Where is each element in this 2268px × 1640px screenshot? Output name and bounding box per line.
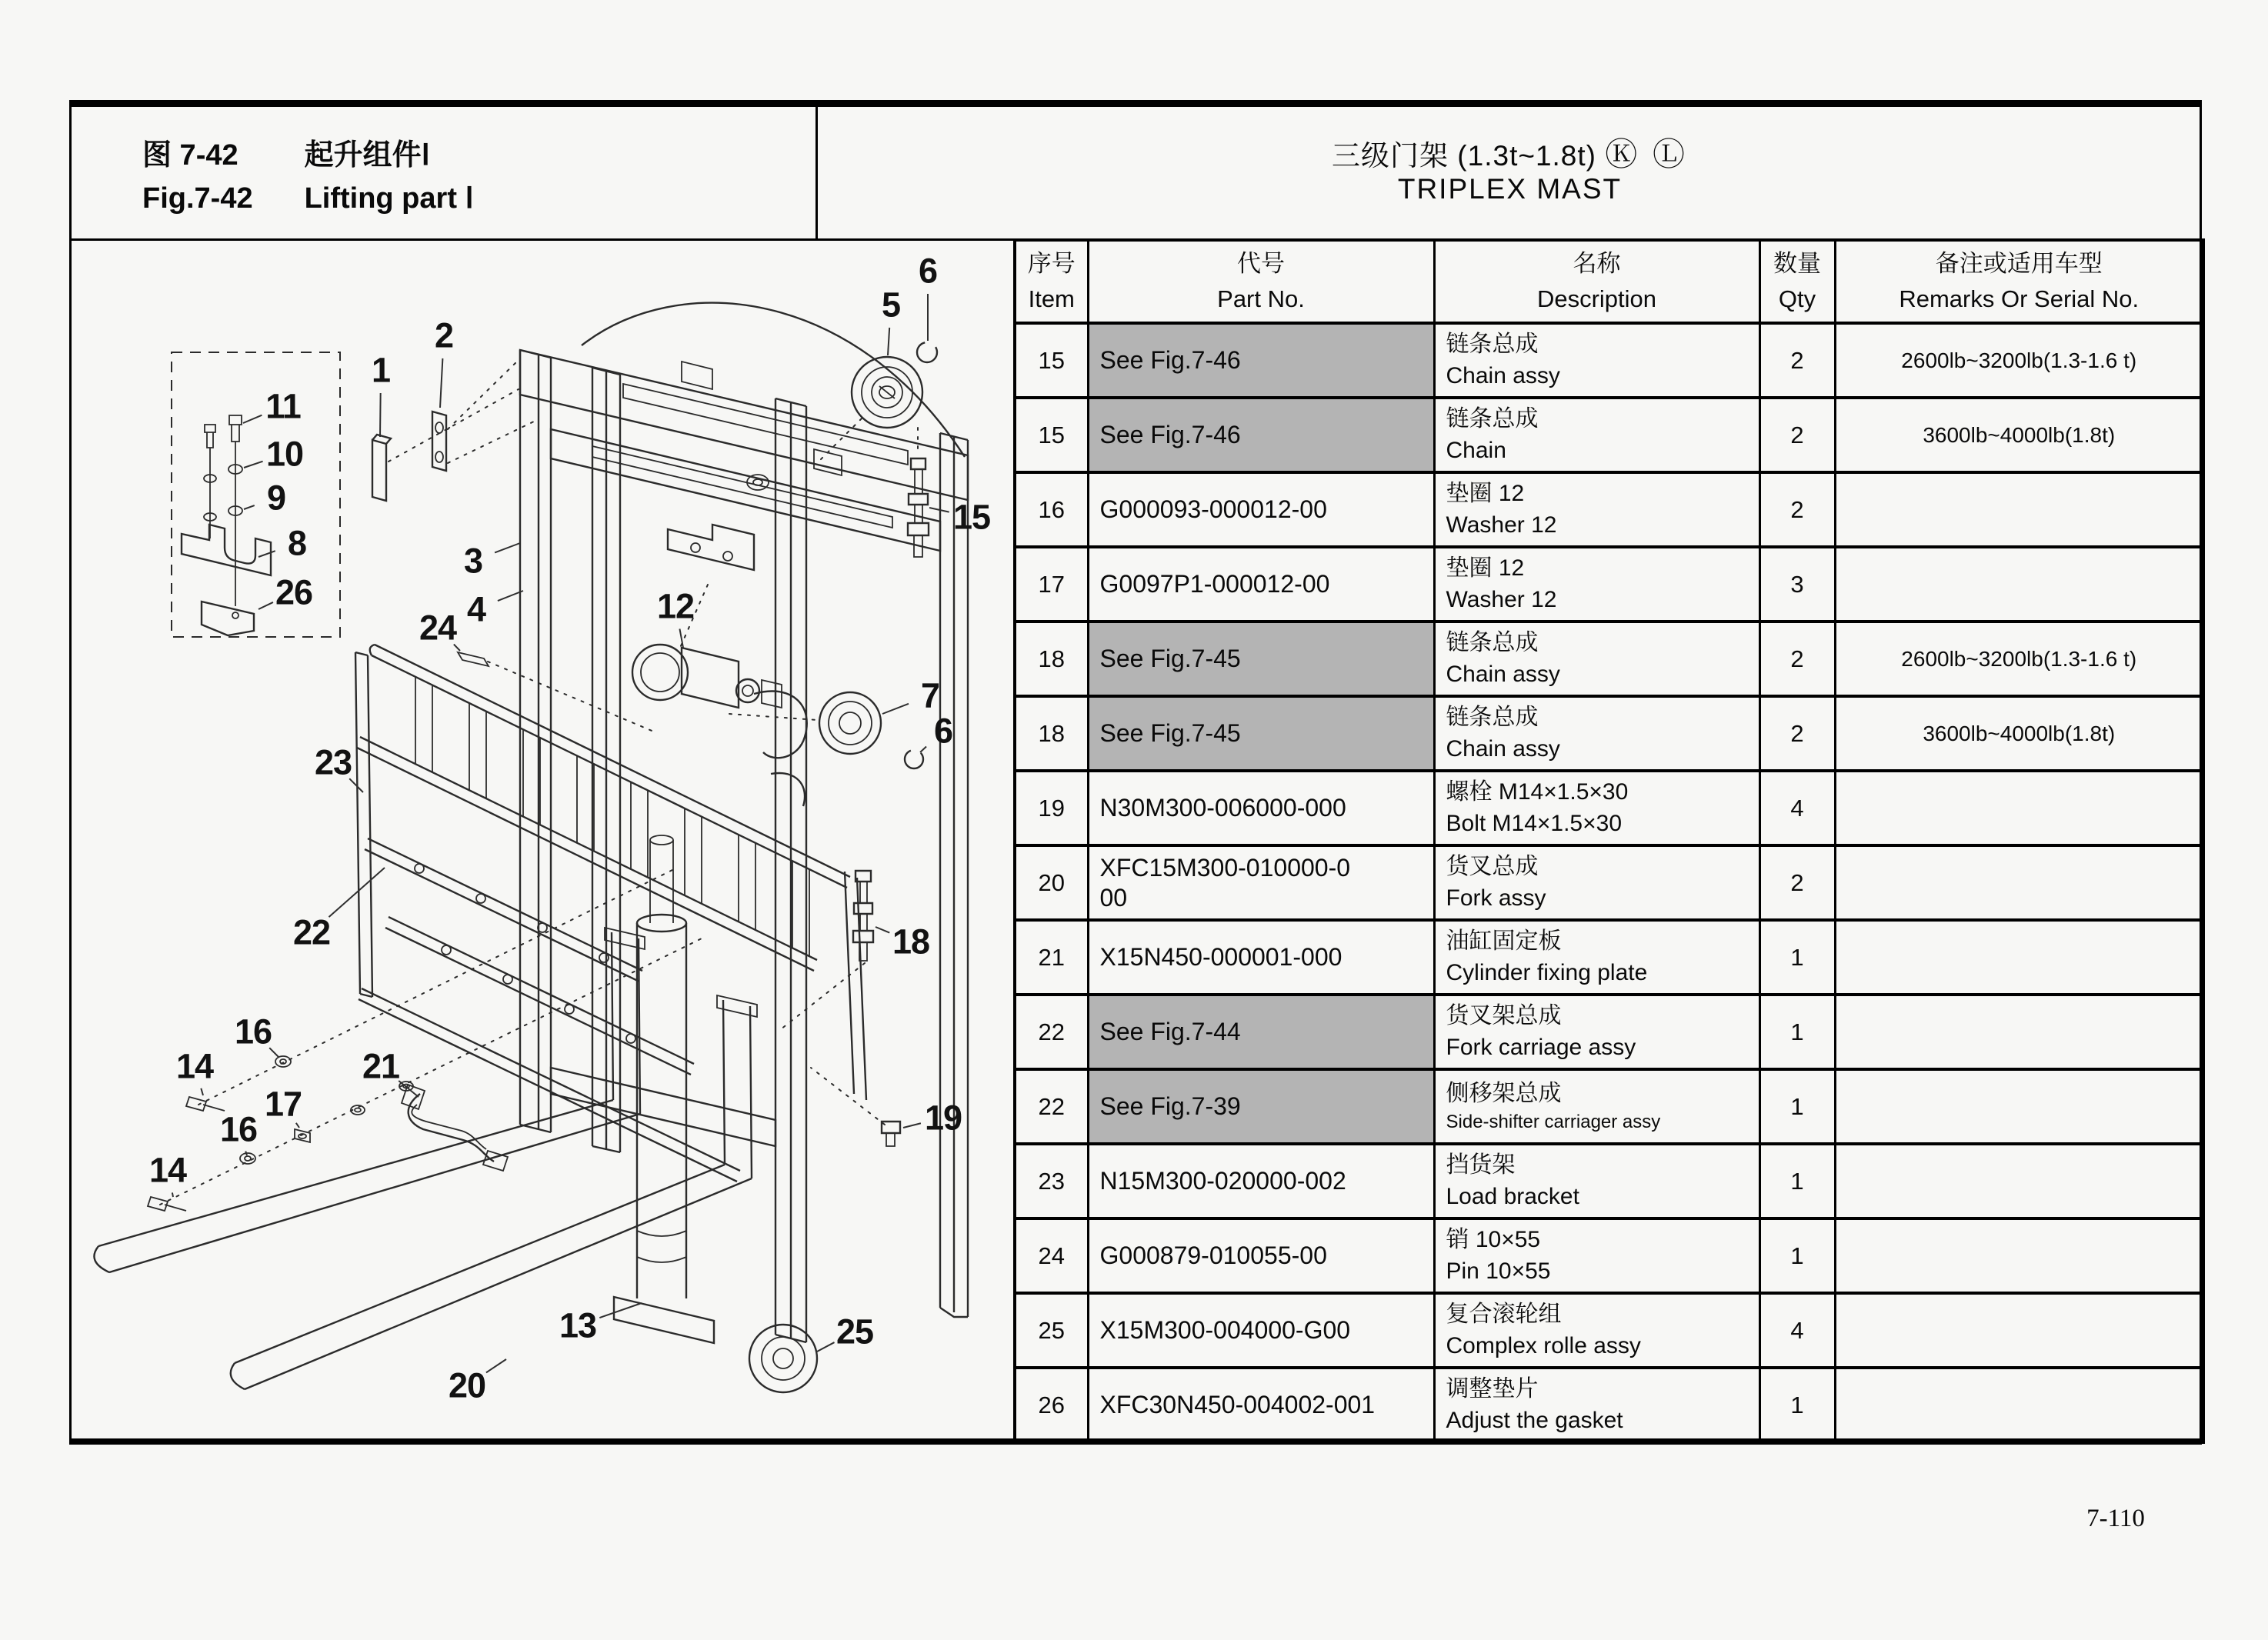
- callout-2: 2: [434, 315, 454, 355]
- callout-leader-19: [903, 1123, 921, 1128]
- desc-en: Washer 12: [1446, 512, 1557, 538]
- model-badges: Ⓚ Ⓛ: [1605, 136, 1688, 172]
- callout-20: 20: [448, 1365, 486, 1405]
- qty-cell: 2: [1759, 696, 1835, 771]
- callout-22: 22: [292, 912, 331, 952]
- remarks-cell: [1835, 1218, 2203, 1293]
- part-no-cell: See Fig.7-46: [1088, 398, 1434, 472]
- desc-en: Adjust the gasket: [1446, 1407, 1623, 1433]
- callout-14: 14: [148, 1150, 187, 1190]
- desc-cn: 垫圈 12: [1446, 555, 1525, 581]
- item-cell: 19: [1015, 771, 1088, 845]
- qty-cell: 1: [1759, 995, 1835, 1069]
- remarks-cell: [1835, 920, 2203, 995]
- table-row: [1015, 1293, 2203, 1368]
- callout-26: 26: [275, 572, 313, 612]
- part-no-cell: X15N450-000001-000: [1088, 920, 1434, 995]
- desc-en: Washer 12: [1446, 586, 1557, 612]
- figure-name-cn: 起升组件Ⅰ: [304, 139, 430, 172]
- remarks-cell: 2600lb~3200lb(1.3-1.6 t): [1835, 622, 2203, 696]
- table-row: [1015, 771, 2203, 845]
- callout-16: 16: [234, 1012, 272, 1052]
- item-cell: 15: [1015, 323, 1088, 398]
- part-no-cell: G000093-000012-00: [1088, 472, 1434, 547]
- mast-type-cn: [818, 129, 2202, 175]
- col-qty-en: Qty: [1778, 285, 1816, 312]
- callout-leader-12: [679, 628, 683, 648]
- desc-cn: 侧移架总成: [1446, 1081, 1562, 1107]
- callout-4: 4: [466, 589, 486, 629]
- item-cell: 18: [1015, 622, 1088, 696]
- remarks-cell: [1835, 547, 2203, 622]
- description-cell: [1434, 1218, 1759, 1293]
- desc-cn: 垫圈 12: [1446, 481, 1525, 506]
- figure-name-en: Lifting part Ⅰ: [304, 182, 474, 215]
- title-cn: [142, 131, 430, 173]
- qty-cell: 4: [1759, 771, 1835, 845]
- qty-cell: 2: [1759, 622, 1835, 696]
- page-number: 7-110: [2086, 1505, 2145, 1532]
- qty-cell: 3: [1759, 547, 1835, 622]
- description-cell: [1434, 1144, 1759, 1218]
- table-row: [1015, 1144, 2203, 1218]
- remarks-cell: [1835, 1069, 2203, 1144]
- part-no-cell: See Fig.7-44: [1088, 995, 1434, 1069]
- part-no-cell: See Fig.7-46: [1088, 323, 1434, 398]
- description-cell: [1434, 398, 1759, 472]
- qty-cell: 1: [1759, 920, 1835, 995]
- item-cell: 23: [1015, 1144, 1088, 1218]
- callout-leader-16: [245, 1152, 247, 1155]
- table-row: [1015, 920, 2203, 995]
- item-cell: 22: [1015, 995, 1088, 1069]
- part-no-cell: See Fig.7-39: [1088, 1069, 1434, 1144]
- remarks-cell: [1835, 845, 2203, 920]
- table-header-row: [1015, 240, 2203, 323]
- remarks-cell: [1835, 995, 2203, 1069]
- desc-en: Pin 10×55: [1446, 1258, 1551, 1284]
- qty-cell: 4: [1759, 1293, 1835, 1368]
- col-rem-cn: 备注或适用车型: [1935, 249, 2103, 277]
- part-no-cell: XFC15M300-010000-000: [1088, 845, 1434, 920]
- desc-en: Cylinder fixing plate: [1446, 959, 1648, 985]
- parts-table: [1013, 238, 2205, 1444]
- col-part-no: [1088, 240, 1434, 323]
- callout-leader-10: [244, 462, 263, 468]
- desc-en: Fork carriage assy: [1446, 1034, 1636, 1060]
- part-no-cell: See Fig.7-45: [1088, 696, 1434, 771]
- callout-leader-lines: [69, 238, 1013, 1444]
- callout-24: 24: [419, 608, 457, 648]
- callout-leader-21: [399, 1081, 419, 1097]
- title-en: [142, 181, 474, 215]
- desc-en: Fork assy: [1446, 885, 1546, 911]
- part-no-cell: X15M300-004000-G00: [1088, 1293, 1434, 1368]
- desc-en: Chain assy: [1446, 362, 1560, 388]
- desc-cn: 挡货架: [1446, 1152, 1516, 1178]
- col-item-en: Item: [1028, 285, 1075, 312]
- table-row: [1015, 845, 2203, 920]
- col-qty-cn: 数量: [1773, 249, 1821, 277]
- mast-type-en: TRIPLEX MAST: [1397, 173, 1623, 205]
- part-no-cell: XFC30N450-004002-001: [1088, 1368, 1434, 1442]
- mast-type-text: 三级门架 (1.3t~1.8t): [1332, 140, 1596, 172]
- item-cell: 16: [1015, 472, 1088, 547]
- desc-en: Chain: [1446, 437, 1506, 463]
- callout-23: 23: [314, 742, 352, 782]
- callout-leader-22: [329, 868, 385, 917]
- figure-number-en: Fig.7-42: [142, 182, 253, 215]
- description-cell: [1434, 323, 1759, 398]
- qty-cell: 1: [1759, 1069, 1835, 1144]
- callout-leader-17: [296, 1123, 299, 1128]
- item-cell: 21: [1015, 920, 1088, 995]
- callout-18: 18: [892, 922, 930, 962]
- part-no-cell: G000879-010055-00: [1088, 1218, 1434, 1293]
- part-no-cell: N15M300-020000-002: [1088, 1144, 1434, 1218]
- desc-cn: 复合滚轮组: [1446, 1302, 1562, 1327]
- description-cell: [1434, 1293, 1759, 1368]
- description-cell: [1434, 547, 1759, 622]
- callout-16: 16: [219, 1109, 258, 1149]
- item-cell: 25: [1015, 1293, 1088, 1368]
- qty-cell: 2: [1759, 323, 1835, 398]
- callout-13: 13: [559, 1305, 597, 1345]
- item-cell: 20: [1015, 845, 1088, 920]
- callout-12: 12: [656, 586, 695, 626]
- callout-leader-3: [495, 543, 520, 552]
- col-item: [1015, 240, 1088, 323]
- table-row: [1015, 995, 2203, 1069]
- remarks-cell: [1835, 1293, 2203, 1368]
- callout-leader-25: [817, 1342, 834, 1352]
- desc-cn: 调整垫片: [1446, 1376, 1539, 1402]
- table-row: [1015, 398, 2203, 472]
- callout-5: 5: [881, 285, 901, 325]
- remarks-cell: 2600lb~3200lb(1.3-1.6 t): [1835, 323, 2203, 398]
- description-cell: [1434, 845, 1759, 920]
- callout-leader-15: [929, 508, 949, 512]
- desc-en: Chain assy: [1446, 735, 1560, 762]
- desc-cn: 链条总成: [1446, 630, 1539, 655]
- callout-3: 3: [463, 541, 483, 581]
- callout-leader-2: [440, 358, 442, 408]
- desc-cn: 链条总成: [1446, 332, 1539, 357]
- callout-10: 10: [265, 434, 304, 474]
- exploded-diagram: [69, 238, 1013, 1444]
- description-cell: [1434, 920, 1759, 995]
- desc-cn: 销 10×55: [1446, 1227, 1541, 1252]
- callout-leader-8: [258, 551, 275, 557]
- desc-en: Chain assy: [1446, 661, 1560, 687]
- callout-25: 25: [835, 1312, 874, 1352]
- callout-21: 21: [362, 1046, 400, 1086]
- table-row: [1015, 472, 2203, 547]
- callout-leader-1: [380, 393, 381, 437]
- callout-leader-14: [201, 1088, 203, 1095]
- table-row: [1015, 323, 2203, 398]
- description-cell: [1434, 1368, 1759, 1442]
- item-cell: 17: [1015, 547, 1088, 622]
- callout-leader-7: [882, 704, 909, 714]
- callout-6: 6: [933, 711, 953, 751]
- col-qty: [1759, 240, 1835, 323]
- title-block: [69, 100, 815, 238]
- item-cell: 18: [1015, 696, 1088, 771]
- col-part-en: Part No.: [1217, 285, 1305, 312]
- callout-leader-9: [244, 505, 255, 509]
- desc-en: Side-shifter carriager assy: [1446, 1111, 1661, 1132]
- sheet-header: [818, 100, 2202, 238]
- callout-leader-26: [258, 602, 273, 609]
- remarks-cell: 3600lb~4000lb(1.8t): [1835, 398, 2203, 472]
- table-row: [1015, 622, 2203, 696]
- callout-19: 19: [924, 1098, 962, 1138]
- callout-7: 7: [920, 675, 940, 715]
- callout-leader-18: [876, 927, 889, 933]
- desc-en: Bolt M14×1.5×30: [1446, 810, 1623, 836]
- description-cell: [1434, 771, 1759, 845]
- item-cell: 26: [1015, 1368, 1088, 1442]
- description-cell: [1434, 1069, 1759, 1144]
- figure-number-cn: 图 7-42: [142, 139, 238, 172]
- callout-leader-11: [243, 415, 262, 423]
- item-cell: 24: [1015, 1218, 1088, 1293]
- remarks-cell: [1835, 1368, 2203, 1442]
- desc-en: Complex rolle assy: [1446, 1332, 1641, 1358]
- callout-6: 6: [918, 251, 938, 291]
- callout-14: 14: [175, 1046, 214, 1086]
- remarks-cell: [1835, 1144, 2203, 1218]
- desc-cn: 链条总成: [1446, 406, 1539, 432]
- description-cell: [1434, 696, 1759, 771]
- callout-17: 17: [264, 1084, 302, 1124]
- col-desc-cn: 名称: [1573, 249, 1621, 277]
- qty-cell: 2: [1759, 472, 1835, 547]
- part-no-cell: See Fig.7-45: [1088, 622, 1434, 696]
- desc-cn: 螺栓 M14×1.5×30: [1446, 779, 1629, 805]
- qty-cell: 1: [1759, 1218, 1835, 1293]
- remarks-cell: 3600lb~4000lb(1.8t): [1835, 696, 2203, 771]
- item-cell: 15: [1015, 398, 1088, 472]
- col-item-cn: 序号: [1027, 249, 1076, 277]
- callout-9: 9: [266, 478, 286, 518]
- desc-cn: 链条总成: [1446, 705, 1539, 730]
- item-cell: 22: [1015, 1069, 1088, 1144]
- table-row: [1015, 1368, 2203, 1442]
- table-row: [1015, 696, 2203, 771]
- description-cell: [1434, 472, 1759, 547]
- part-no-cell: N30M300-006000-000: [1088, 771, 1434, 845]
- desc-cn: 油缸固定板: [1446, 928, 1562, 954]
- part-no-cell: G0097P1-000012-00: [1088, 547, 1434, 622]
- remarks-cell: [1835, 472, 2203, 547]
- table-row: [1015, 1218, 2203, 1293]
- col-part-cn: 代号: [1237, 249, 1285, 277]
- qty-cell: 2: [1759, 398, 1835, 472]
- callout-1: 1: [371, 350, 391, 390]
- col-rem-en: Remarks Or Serial No.: [1899, 285, 2140, 312]
- callout-8: 8: [287, 523, 307, 563]
- qty-cell: 1: [1759, 1368, 1835, 1442]
- desc-cn: 货叉架总成: [1446, 1003, 1562, 1028]
- callout-leader-4: [498, 591, 523, 601]
- callout-leader-5: [888, 328, 889, 355]
- desc-cn: 货叉总成: [1446, 854, 1539, 879]
- description-cell: [1434, 995, 1759, 1069]
- qty-cell: 2: [1759, 845, 1835, 920]
- col-description: [1434, 240, 1759, 323]
- callout-leader-14: [172, 1192, 173, 1197]
- table-row: [1015, 547, 2203, 622]
- description-cell: [1434, 622, 1759, 696]
- callout-leader-20: [486, 1359, 506, 1372]
- remarks-cell: [1835, 771, 2203, 845]
- callout-15: 15: [952, 497, 991, 537]
- callout-leader-6: [920, 746, 926, 752]
- desc-en: Load bracket: [1446, 1183, 1579, 1209]
- col-desc-en: Description: [1536, 285, 1657, 312]
- callout-11: 11: [265, 386, 301, 426]
- table-row: [1015, 1069, 2203, 1144]
- qty-cell: 1: [1759, 1144, 1835, 1218]
- callout-leader-13: [599, 1303, 642, 1318]
- col-remarks: [1835, 240, 2203, 323]
